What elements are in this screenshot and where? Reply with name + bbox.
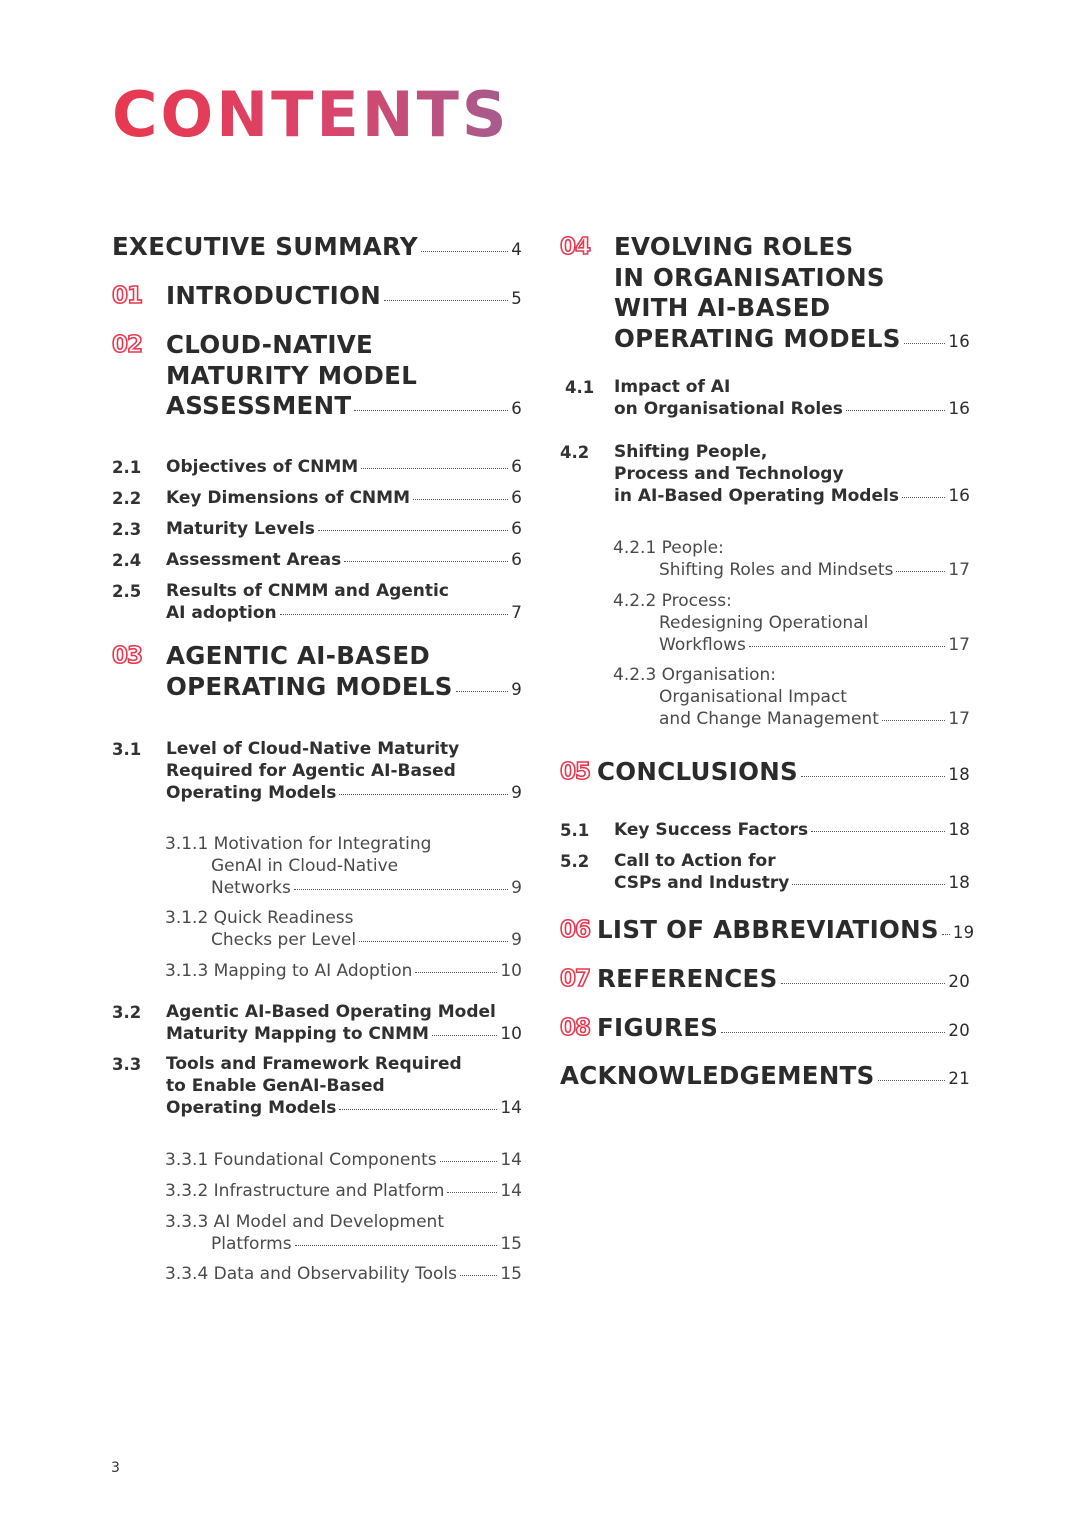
toc-entry-4-2[interactable]: 4.2 Shifting People, Process and Technology in AI-Based Operating Models 16 bbox=[560, 442, 970, 506]
toc-entry-01[interactable]: 01 INTRODUCTION 5 bbox=[112, 281, 522, 330]
page-ref: 6 bbox=[511, 457, 522, 477]
section-number-badge: 06 bbox=[560, 917, 591, 943]
page-ref: 18 bbox=[948, 765, 970, 784]
page-ref: 6 bbox=[511, 488, 522, 508]
toc-entry-2-5[interactable]: 2.5 Results of CNMM and Agentic AI adoption 7 bbox=[112, 581, 522, 623]
page-number: 3 bbox=[111, 1460, 120, 1476]
page-ref: 10 bbox=[500, 961, 522, 981]
page-ref: 19 bbox=[952, 923, 975, 942]
section-number: 2.3 bbox=[112, 520, 142, 539]
section-number-badge: 04 bbox=[560, 234, 591, 260]
page-ref: 20 bbox=[948, 1021, 970, 1040]
toc-entry-4-2-1[interactable]: 4.2.1 People: Shifting Roles and Mindsets 17 bbox=[613, 538, 970, 580]
page-ref: 20 bbox=[948, 972, 970, 991]
page-ref: 9 bbox=[511, 782, 522, 803]
section-number-badge: 03 bbox=[112, 643, 143, 669]
page-ref: 14 bbox=[500, 1181, 522, 1201]
toc-entry-3-1-1[interactable]: 3.1.1 Motivation for Integrating GenAI in Cloud-Native Networks 9 bbox=[165, 834, 522, 898]
section-number: 4.1 bbox=[565, 378, 595, 397]
section-number: 3.3 bbox=[112, 1055, 142, 1074]
toc-entry-03[interactable]: 03 AGENTIC AI-BASED OPERATING MODELS 9 bbox=[112, 641, 522, 739]
page-ref: 6 bbox=[511, 399, 522, 418]
toc-entry-3-3-4[interactable]: 3.3.4 Data and Observability Tools 15 bbox=[165, 1264, 522, 1284]
toc-entry-2-2[interactable]: 2.2 Key Dimensions of CNMM 6 bbox=[112, 488, 522, 508]
toc-entry-acknowledgements[interactable]: ACKNOWLEDGEMENTS 21 bbox=[560, 1061, 970, 1101]
section-number-badge: 02 bbox=[112, 332, 143, 358]
section-number: 3.1 bbox=[112, 740, 142, 759]
toc-entry-3-1-2[interactable]: 3.1.2 Quick Readiness Checks per Level 9 bbox=[165, 908, 522, 950]
toc-entry-3-3[interactable]: 3.3 Tools and Framework Required to Enable GenAI-Based Operating Models 14 bbox=[112, 1054, 522, 1118]
toc-entry-2-4[interactable]: 2.4 Assessment Areas 6 bbox=[112, 550, 522, 570]
toc-entry-executive-summary[interactable]: EXECUTIVE SUMMARY 4 bbox=[112, 232, 522, 281]
toc-entry-02[interactable]: 02 CLOUD-NATIVE MATURITY MODEL ASSESSMENT 6 bbox=[112, 330, 522, 457]
section-number: 2.4 bbox=[112, 551, 142, 570]
page-ref: 6 bbox=[511, 519, 522, 539]
page-ref: 18 bbox=[948, 820, 970, 840]
section-number-badge: 05 bbox=[560, 759, 591, 785]
section-number-badge: 07 bbox=[560, 966, 591, 992]
toc-entry-08[interactable]: 08 FIGURES 20 bbox=[560, 1013, 970, 1061]
page-ref: 9 bbox=[511, 929, 522, 950]
page-ref: 10 bbox=[500, 1023, 522, 1044]
section-number: 4.2 bbox=[560, 443, 590, 462]
section-number: 2.5 bbox=[112, 582, 142, 601]
toc-entry-3-3-2[interactable]: 3.3.2 Infrastructure and Platform 14 bbox=[165, 1181, 522, 1201]
toc-entry-3-1-3[interactable]: 3.1.3 Mapping to AI Adoption 10 bbox=[165, 961, 522, 981]
page-ref: 17 bbox=[948, 708, 970, 729]
page-ref: 17 bbox=[948, 634, 970, 655]
toc-entry-05[interactable]: 05 CONCLUSIONS 18 bbox=[560, 757, 970, 820]
toc-entry-07[interactable]: 07 REFERENCES 20 bbox=[560, 964, 970, 1013]
toc-left-column bbox=[112, 232, 522, 1295]
page-ref: 9 bbox=[511, 877, 522, 898]
page-ref: 4 bbox=[511, 240, 522, 259]
page-ref: 16 bbox=[948, 331, 970, 351]
toc-entry-4-2-2[interactable]: 4.2.2 Process: Redesigning Operational Workflows 17 bbox=[613, 591, 970, 655]
toc-entry-2-1[interactable]: 2.1 Objectives of CNMM 6 bbox=[112, 457, 522, 477]
section-number: 5.2 bbox=[560, 852, 590, 871]
section-number-badge: 01 bbox=[112, 283, 143, 309]
page-ref: 16 bbox=[948, 398, 970, 419]
toc-entry-3-3-1[interactable]: 3.3.1 Foundational Components 14 bbox=[165, 1150, 522, 1170]
section-number-badge: 08 bbox=[560, 1015, 591, 1041]
toc-entry-04[interactable]: 04 EVOLVING ROLES IN ORGANISATIONS WITH AI-BASED OPERATING MODELS 16 bbox=[560, 232, 970, 377]
toc-entry-2-3[interactable]: 2.3 Maturity Levels 6 bbox=[112, 519, 522, 539]
toc-entry-06[interactable]: 06 LIST OF ABBREVIATIONS 19 bbox=[560, 915, 970, 964]
toc-entry-3-1[interactable]: 3.1 Level of Cloud-Native Maturity Required for Agentic AI-Based Operating Models 9 bbox=[112, 739, 522, 803]
section-number: 2.2 bbox=[112, 489, 142, 508]
toc-entry-5-2[interactable]: 5.2 Call to Action for CSPs and Industry 18 bbox=[560, 851, 970, 893]
page-ref: 18 bbox=[948, 872, 970, 893]
page-title: CONTENTS bbox=[112, 78, 510, 151]
section-number: 2.1 bbox=[112, 458, 142, 477]
toc-entry-4-2-3[interactable]: 4.2.3 Organisation: Organisational Impact and Change Management 17 bbox=[613, 665, 970, 729]
page-ref: 9 bbox=[511, 679, 522, 699]
page-ref: 16 bbox=[948, 485, 970, 506]
toc-right-column bbox=[560, 232, 975, 1101]
page-ref: 6 bbox=[511, 550, 522, 570]
toc-entry-3-3-3[interactable]: 3.3.3 AI Model and Development Platforms 15 bbox=[165, 1212, 522, 1254]
page-ref: 15 bbox=[500, 1264, 522, 1284]
page-ref: 21 bbox=[948, 1069, 970, 1088]
section-number: 3.2 bbox=[112, 1003, 142, 1022]
page-ref: 14 bbox=[500, 1150, 522, 1170]
toc-entry-4-1[interactable]: 4.1 Impact of AI on Organisational Roles 16 bbox=[565, 377, 970, 419]
page-ref: 5 bbox=[511, 289, 522, 308]
page-ref: 17 bbox=[948, 559, 970, 580]
toc-entry-3-2[interactable]: 3.2 Agentic AI-Based Operating Model Maturity Mapping to CNMM 10 bbox=[112, 1002, 522, 1044]
section-number: 5.1 bbox=[560, 821, 590, 840]
toc-entry-5-1[interactable]: 5.1 Key Success Factors 18 bbox=[560, 820, 970, 840]
page-ref: 15 bbox=[500, 1233, 522, 1254]
page-ref: 14 bbox=[500, 1097, 522, 1118]
page-ref: 7 bbox=[511, 602, 522, 623]
